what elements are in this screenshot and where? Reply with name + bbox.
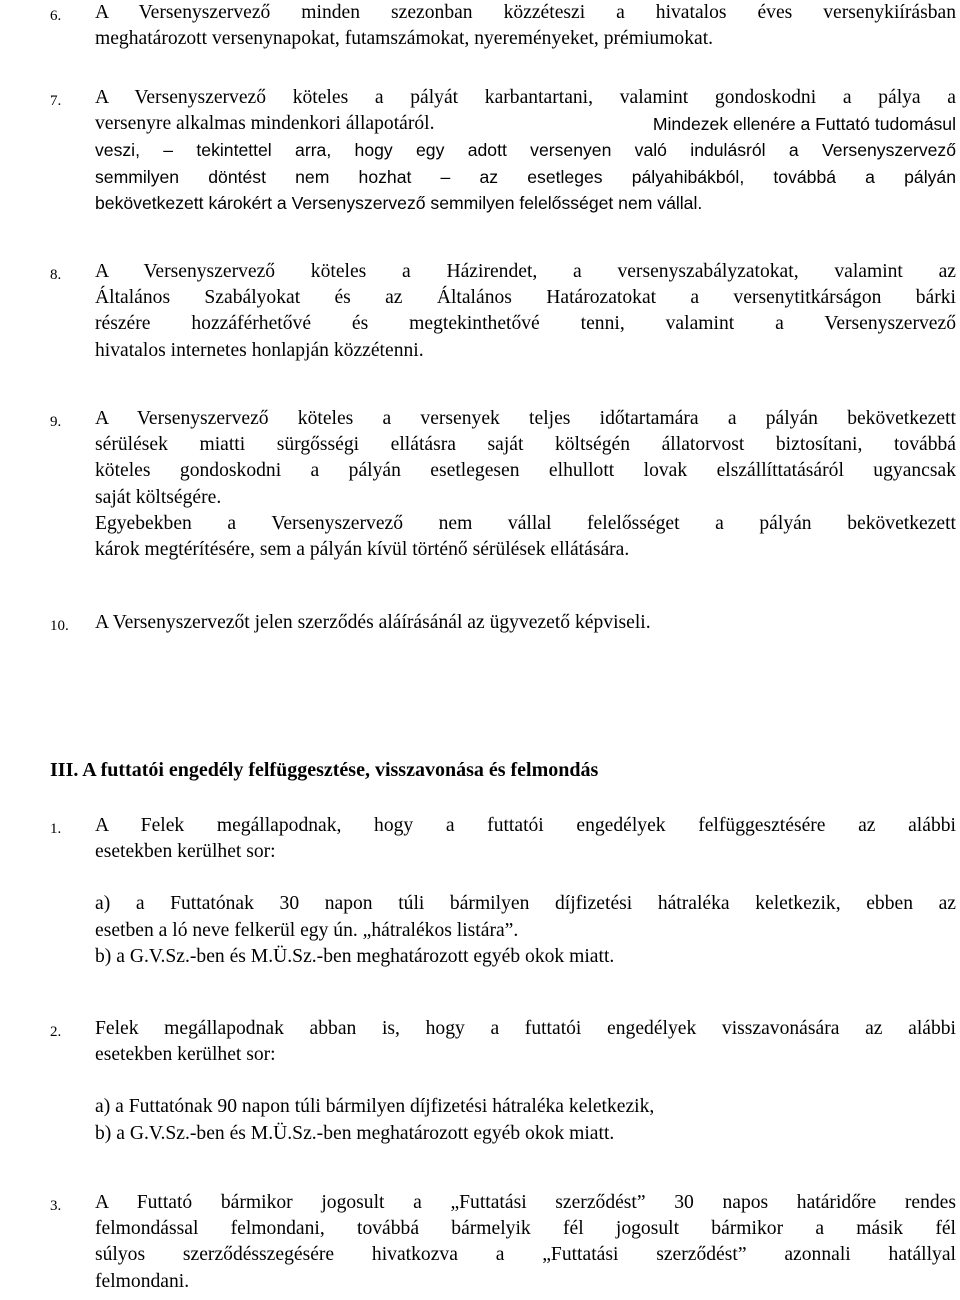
- item-text: [95, 610, 956, 636]
- blank-line: [95, 865, 956, 891]
- text-line: saját költségére.: [95, 486, 222, 508]
- text-segment-serif: versenyre alkalmas mindenkori állapotáról.: [95, 113, 435, 135]
- text-line-mixed: [95, 111, 956, 137]
- text-line: meghatározott versenynapokat, futamszámokat, nyereményeket, prémiumokat.: [95, 28, 714, 50]
- item-number: 7.: [50, 93, 62, 109]
- text-line: Általános Szabályokat és az Általános Határozatokat a versenytitkárságon bárki: [95, 287, 956, 309]
- item-text: [95, 1016, 956, 1147]
- text-line: sérülések miatti sürgősségi ellátásra saját költségén állatorvost biztosítani, továbbá: [95, 434, 956, 456]
- text-line: köteles gondoskodni a pályán esetlegesen elhullott lovak elszállíttatásáról ugyancsak: [95, 460, 956, 482]
- item-text: [95, 1190, 956, 1295]
- text-line: A Versenyszervező minden szezonban közzéteszi a hivatalos éves versenykiírásban: [95, 2, 956, 23]
- text-line: semmilyen döntést nem hozhat – az esetleges pályahibákból, továbbá a pályán: [95, 166, 956, 187]
- text-segment-sans: Mindezek ellenére a Futtató tudomásul: [652, 114, 956, 135]
- item-number: 1.: [50, 821, 62, 837]
- text-line: A Futtató bármikor jogosult a „Futtatási szerződést” 30 napos határidőre rendes: [95, 1192, 956, 1213]
- text-line: esetekben kerülhet sor:: [95, 1044, 276, 1066]
- text-line: károk megtérítésére, sem a pályán kívül történő sérülések ellátására.: [95, 539, 630, 561]
- text-line: felmondani.: [95, 1270, 190, 1292]
- text-line: Felek megállapodnak abban is, hogy a futtatói engedélyek visszavonására az alábbi: [95, 1018, 956, 1039]
- text-line: hivatalos internetes honlapján közzétenni.: [95, 339, 424, 361]
- text-line: felmondással felmondani, továbbá bármelyik fél jogosult bármikor a másik fél: [95, 1218, 956, 1240]
- text-line: A Felek megállapodnak, hogy a futtatói engedélyek felfüggesztésére az alábbi: [95, 815, 956, 836]
- section-heading: III. A futtatói engedély felfüggesztése, visszavonása és felmondás: [50, 759, 599, 781]
- item-number: 2.: [50, 1024, 62, 1040]
- text-line: súlyos szerződésszegésére hivatkozva a „Futtatási szerződést” azonnali hatállyal: [95, 1244, 956, 1266]
- text-line: bekövetkezett károkért a Versenyszervező semmilyen felelősséget nem vállal.: [95, 192, 703, 213]
- item-number: 9.: [50, 414, 62, 430]
- item-number: 10.: [50, 618, 69, 634]
- text-line: A Versenyszervezőt jelen szerződés aláírásánál az ügyvezető képviseli.: [95, 612, 651, 633]
- item-number: 3.: [50, 1198, 62, 1214]
- case-line: b) a G.V.Sz.-ben és M.Ü.Sz.-ben meghatározott egyéb okok miatt.: [95, 1122, 615, 1144]
- text-line: esetekben kerülhet sor:: [95, 841, 276, 863]
- text-line: A Versenyszervező köteles a Házirendet, a versenyszabályzatokat, valamint az: [95, 261, 956, 282]
- item-number: 8.: [50, 267, 62, 283]
- case-line: a) a Futtatónak 30 napon túli bármilyen díjfizetési hátraléka keletkezik, ebben az: [95, 893, 956, 915]
- text-line: A Versenyszervező köteles a pályát karbantartani, valamint gondoskodni a pálya a: [95, 87, 956, 108]
- item-text: [95, 406, 956, 563]
- text-line: részére hozzáférhetővé és megtekinthetővé tenni, valamint a Versenyszervező: [95, 313, 956, 335]
- blank-line: [95, 1068, 956, 1094]
- case-line: b) a G.V.Sz.-ben és M.Ü.Sz.-ben meghatározott egyéb okok miatt.: [95, 945, 615, 967]
- case-line: esetben a ló neve felkerül egy ún. „hátralékos listára”.: [95, 919, 519, 941]
- item-text: [95, 85, 956, 216]
- text-line: veszi, – tekintettel arra, hogy egy adott versenyen való indulásról a Versenyszervező: [95, 140, 956, 161]
- item-number: 6.: [50, 8, 62, 24]
- text-line: Egyebekben a Versenyszervező nem vállal felelősséget a pályán bekövetkezett: [95, 512, 956, 534]
- item-text: [95, 813, 956, 970]
- case-line: a) a Futtatónak 90 napon túli bármilyen díjfizetési hátraléka keletkezik,: [95, 1096, 655, 1118]
- item-text: [95, 259, 956, 364]
- item-text: [95, 0, 956, 52]
- text-line: A Versenyszervező köteles a versenyek teljes időtartamára a pályán bekövetkezett: [95, 408, 956, 429]
